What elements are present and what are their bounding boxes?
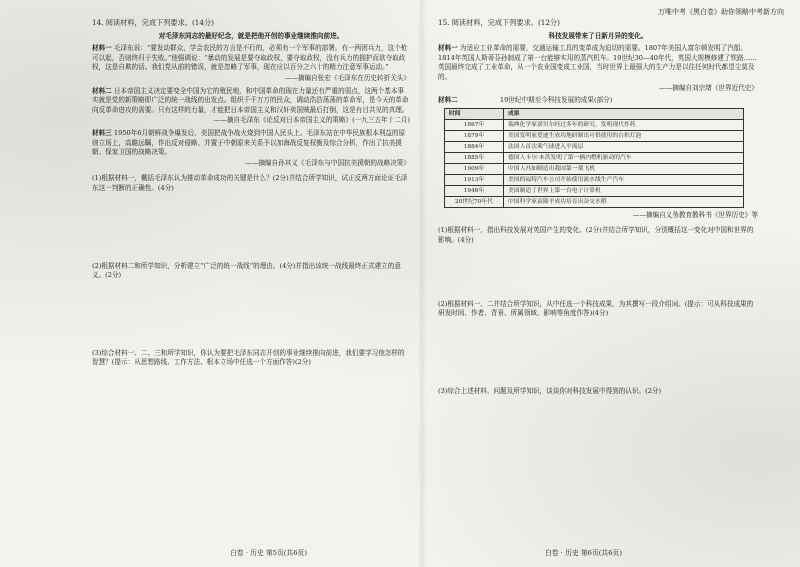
q14-sub-question-2: (2)根据材料二和所学知识，分析建立“广泛的统一战线”的理由。(4分)并指出该统一战线最终正式建立的意义。(2分) <box>92 261 401 280</box>
q14-material-1-label: 材料一 <box>92 44 112 53</box>
q14-material-1-text: 毛泽东说：“要发动群众，学会农民的方言是不行的，必须有一个军事的部署。有一两团兵力，这个枪可以起，否则终归于失败。”他强调说：“暴动的发展是要夺取政权，要夺取政权，没有兵力的拥护而欲夺取政权，这是自欺的话。我们党从前的错误，就是忽略了军事，现在应以百分之六十的精力注意军事运动。” <box>92 44 408 72</box>
q15-sub-question-3: (3)综合上述材料、问题及所学知识，谈谈你对科技发展中得到的认识。(2分) <box>438 386 662 395</box>
table-cell-time: 20世纪70年代 <box>445 196 504 207</box>
table-cell-result: 美国发明家爱迪生成功地研制出可供使用的白炽灯泡 <box>504 130 744 141</box>
page-fold <box>418 0 426 567</box>
table-row <box>445 152 744 163</box>
table-row <box>445 119 744 130</box>
q14-title: 14. 阅读材料，完成下列要求。(14分) <box>92 18 214 27</box>
table-cell-time: 1884年 <box>445 141 504 152</box>
q14-sub-question-3: (3)综合材料一、二、三和所学知识，你认为要把毛泽东同志开创的事业继续推向前进，我们要学习他怎样的智慧？(提示：从思想路线、工作方法、根本立场中任选一个方面作答)(2分) <box>92 348 405 367</box>
answer-space-5[interactable] <box>438 319 758 381</box>
table-row <box>445 196 744 207</box>
table-cell-time: 1909年 <box>445 163 504 174</box>
table-row <box>445 141 744 152</box>
table-cell-result: 美国制造了世界上第一台电子计算机 <box>504 185 744 196</box>
table-cell-result: 瑞典化学家诺贝尔经过多年的研究，发明现代炸药 <box>504 119 744 130</box>
table-header-row <box>445 108 744 119</box>
q15-lead: 科技发展带来了日新月异的变化。 <box>548 31 648 40</box>
table-header-result: 成果 <box>504 108 744 119</box>
q14-material-3 <box>92 129 410 158</box>
table-cell-time: 1885年 <box>445 152 504 163</box>
table-caption: 19世纪中期至今科技发展的成果(部分) <box>499 96 613 105</box>
table-cell-result: 法国人首次乘气球进入平流层 <box>504 141 744 152</box>
table-header-time: 时间 <box>445 108 504 119</box>
table-row <box>445 185 744 196</box>
q14-material-2-text: 日本帝国主义决定要变全中国为它的殖民地，和中国革命的现在力量还有严重的弱点，这两个基本事实就是党的新策略即广泛的统一战线的出发点。组织千千万万的民众，调动浩浩荡荡的革命军，是今天的革命向反革命进攻的需要。只有这样的力量，才能把日本帝国主义和汉奸卖国贼最后打倒，这是有目共见的真理。 <box>92 86 409 114</box>
q14-lead: 对毛泽东同志的最好纪念，就是把他开创的事业继续推向前进。 <box>158 31 344 40</box>
q14-material-2 <box>92 87 410 116</box>
q14-sub-question-1: (1)根据材料一，概括毛泽东认为推动革命成功的关键是什么？(2分)并结合所学知识，试正反两方面论证毛泽东这一判断的正确性。(4分) <box>92 174 408 192</box>
q15-title: 15. 阅读材料，完成下列要求。(12分) <box>438 18 560 27</box>
q15-material-1-label: 材料一 <box>438 44 458 53</box>
left-page <box>92 18 410 368</box>
table-cell-result: 德国人卡尔·本茨发明了第一辆内燃机驱动的汽车 <box>504 152 744 163</box>
table-cell-time: 1913年 <box>445 174 504 185</box>
table-cell-time: 1946年 <box>445 185 504 196</box>
q14-material-1-source: ——摘编自张宏《毛泽东在历史转折关头》 <box>284 73 410 82</box>
answer-space-1[interactable] <box>92 194 410 256</box>
right-page <box>438 18 758 396</box>
table-row <box>445 174 744 185</box>
q15-material-2-label: 材料二 <box>438 96 458 105</box>
table-cell-result: 中国科学家袁隆平成功培育出杂交水稻 <box>504 196 744 207</box>
header-banner: 万唯中考《黑白卷》助你领略中考新方向 <box>658 8 784 16</box>
q15-material-2-header <box>438 96 758 106</box>
table-cell-time: 1867年 <box>445 119 504 130</box>
q15-sub-question-1: (1)根据材料一，指出科技发展对英国产生的变化。(2分)并结合所学知识，分别概括这一变化对中国和世界的影响。(4分) <box>438 226 754 244</box>
table-cell-time: 1879年 <box>445 130 504 141</box>
q15-material-1 <box>438 44 758 82</box>
q14-material-2-source: ——摘自毛泽东《论反对日本帝国主义的策略》(一九三五年十二月) <box>213 116 410 125</box>
table-row <box>445 163 744 174</box>
achievements-table <box>444 108 744 208</box>
q15-material-2-source: ——摘编自义务教育教科书《世界历史》等 <box>632 210 758 219</box>
q15-material-1-text: 为适应工业革命的需要，交通运输工具的变革成为迫切的需要。1807年美国人富尔顿发明了汽船。1814年英国人斯蒂芬孙制成了第一台能够实用的蒸汽机车。19世纪30—40年代，英国大规模修建了铁路……英国最终完成了工业革命，从一个农业国变成工业国，当时世界上最强大的生产力是以往任何时代都望尘莫及的。 <box>438 44 757 81</box>
table-cell-result: 中国人冯如制造出我国第一架飞机 <box>504 163 744 174</box>
q14-material-1 <box>92 44 410 73</box>
q14-material-3-source: ——摘编自孙其义《毛泽东与中国抗美援朝的战略决策》 <box>245 158 410 167</box>
q14-material-2-label: 材料二 <box>92 86 112 95</box>
answer-space-4[interactable] <box>438 246 758 294</box>
left-footer: 白卷 · 历史 第5页(共6页) <box>230 549 307 557</box>
answer-space-2[interactable] <box>92 281 410 343</box>
q14-material-3-text: 1950年6月朝鲜战争爆发后，美国把战争战火烧到中国人民头上。毛泽东站在中华民族根本利益的原则立场上，高瞻远瞩，作出反对侵略、并置于中朝原来关系予以加海战反复权衡及综合分析，作出了抗美援朝、保家卫国的战略决策。 <box>92 128 406 157</box>
right-footer: 白卷 · 历史 第6页(共6页) <box>545 549 622 557</box>
table-cell-result: 美国的福特汽车公司开始使用流水线生产汽车 <box>504 174 744 185</box>
table-row <box>445 130 744 141</box>
q15-material-1-source: ——摘编自刘宗绪《世界近代史》 <box>659 83 758 92</box>
q15-sub-question-2: (2)根据材料一、二并结合所学知识，从中任选一个科技成果，为其撰写一段介绍词。(提示：可从科技成果的研发时间、作者、背景、所属领域、影响等角度作答)(4分) <box>438 299 754 318</box>
q14-material-3-label: 材料三 <box>92 128 112 137</box>
